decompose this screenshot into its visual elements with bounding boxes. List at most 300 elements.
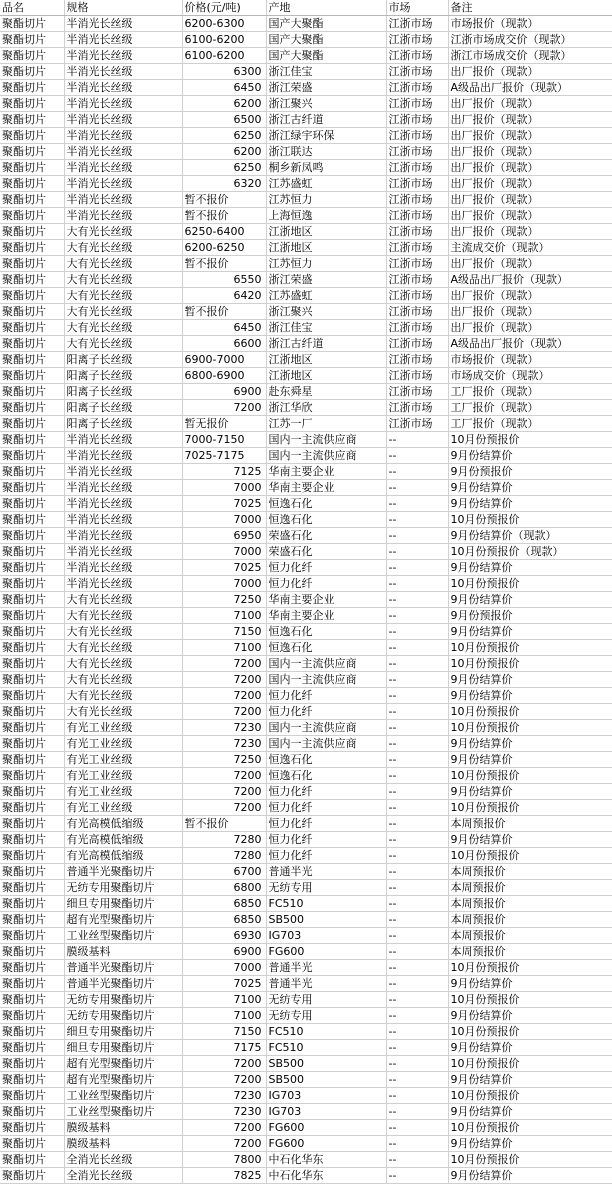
spec-cell: 大有光长丝级 bbox=[64, 224, 182, 240]
price-cell: 6800 bbox=[182, 880, 266, 896]
product-cell: 聚酯切片 bbox=[0, 576, 64, 592]
spec-cell: 全消光长丝级 bbox=[64, 1152, 182, 1168]
price-cell: 暂不报价 bbox=[182, 256, 266, 272]
remark-cell: 工厂报价（现款） bbox=[448, 400, 612, 416]
origin-cell: 恒力化纤 bbox=[266, 688, 386, 704]
origin-cell: 国内一主流供应商 bbox=[266, 448, 386, 464]
price-cell: 7000 bbox=[182, 576, 266, 592]
price-cell: 6300 bbox=[182, 64, 266, 80]
origin-cell: 国内一主流供应商 bbox=[266, 720, 386, 736]
remark-cell: 出厂报价（现款） bbox=[448, 304, 612, 320]
remark-cell: 本周预报价 bbox=[448, 912, 612, 928]
product-cell: 聚酯切片 bbox=[0, 960, 64, 976]
price-cell: 7025 bbox=[182, 496, 266, 512]
spec-cell: 半消光长丝级 bbox=[64, 112, 182, 128]
spec-cell: 半消光长丝级 bbox=[64, 160, 182, 176]
price-cell: 7800 bbox=[182, 1152, 266, 1168]
spec-cell: 普通半光聚酯切片 bbox=[64, 976, 182, 992]
spec-cell: 有光高模低缩级 bbox=[64, 848, 182, 864]
market-cell: 江浙市场 bbox=[386, 288, 448, 304]
origin-cell: 荣盛石化 bbox=[266, 528, 386, 544]
price-cell: 6850 bbox=[182, 896, 266, 912]
spec-cell: 大有光长丝级 bbox=[64, 656, 182, 672]
price-cell: 7150 bbox=[182, 624, 266, 640]
price-cell: 7200 bbox=[182, 1120, 266, 1136]
table-row bbox=[0, 688, 612, 704]
spec-cell: 阳离子长丝级 bbox=[64, 368, 182, 384]
product-cell: 聚酯切片 bbox=[0, 1168, 64, 1184]
table-row bbox=[0, 224, 612, 240]
origin-cell: 恒力化纤 bbox=[266, 704, 386, 720]
origin-cell: 江浙地区 bbox=[266, 240, 386, 256]
origin-cell: 恒力化纤 bbox=[266, 784, 386, 800]
origin-cell: 中石化华东 bbox=[266, 1168, 386, 1184]
price-cell: 7000 bbox=[182, 960, 266, 976]
price-cell: 7100 bbox=[182, 640, 266, 656]
origin-cell: 浙江佳宝 bbox=[266, 320, 386, 336]
price-cell: 7150 bbox=[182, 1024, 266, 1040]
market-cell: 江浙市场 bbox=[386, 64, 448, 80]
price-cell: 6250 bbox=[182, 128, 266, 144]
market-cell: -- bbox=[386, 1056, 448, 1072]
product-cell: 聚酯切片 bbox=[0, 752, 64, 768]
market-cell: -- bbox=[386, 880, 448, 896]
origin-cell: 国产大聚酯 bbox=[266, 16, 386, 32]
remark-cell: 市场成交价（现款） bbox=[448, 368, 612, 384]
price-cell: 6420 bbox=[182, 288, 266, 304]
spec-cell: 大有光长丝级 bbox=[64, 672, 182, 688]
product-cell: 聚酯切片 bbox=[0, 192, 64, 208]
table-row bbox=[0, 448, 612, 464]
spec-cell: 大有光长丝级 bbox=[64, 336, 182, 352]
origin-cell: 上海恒逸 bbox=[266, 208, 386, 224]
spec-cell: 半消光长丝级 bbox=[64, 192, 182, 208]
spec-cell: 阳离子长丝级 bbox=[64, 400, 182, 416]
market-cell: -- bbox=[386, 1168, 448, 1184]
spec-cell: 普通半光聚酯切片 bbox=[64, 960, 182, 976]
spec-cell: 大有光长丝级 bbox=[64, 272, 182, 288]
origin-cell: 恒力化纤 bbox=[266, 832, 386, 848]
origin-cell: FG600 bbox=[266, 944, 386, 960]
price-cell: 6250 bbox=[182, 160, 266, 176]
spec-cell: 大有光长丝级 bbox=[64, 592, 182, 608]
product-cell: 聚酯切片 bbox=[0, 832, 64, 848]
table-row bbox=[0, 944, 612, 960]
price-cell: 7125 bbox=[182, 464, 266, 480]
table-row bbox=[0, 144, 612, 160]
table-row bbox=[0, 48, 612, 64]
remark-cell: 出厂报价（现款） bbox=[448, 112, 612, 128]
remark-cell: 10月份预报价 bbox=[448, 1152, 612, 1168]
origin-cell: FC510 bbox=[266, 1024, 386, 1040]
origin-cell: 浙江古纤道 bbox=[266, 336, 386, 352]
spec-cell: 大有光长丝级 bbox=[64, 688, 182, 704]
price-cell: 7000 bbox=[182, 480, 266, 496]
spec-cell: 半消光长丝级 bbox=[64, 32, 182, 48]
remark-cell: 本周预报价 bbox=[448, 880, 612, 896]
origin-cell: 江浙地区 bbox=[266, 368, 386, 384]
spec-cell: 大有光长丝级 bbox=[64, 640, 182, 656]
product-cell: 聚酯切片 bbox=[0, 784, 64, 800]
price-cell: 6250-6400 bbox=[182, 224, 266, 240]
product-cell: 聚酯切片 bbox=[0, 96, 64, 112]
product-cell: 聚酯切片 bbox=[0, 800, 64, 816]
origin-cell: 浙江古纤道 bbox=[266, 112, 386, 128]
price-cell: 6100-6200 bbox=[182, 48, 266, 64]
remark-cell: 工厂报价（现款） bbox=[448, 416, 612, 432]
market-cell: 江浙市场 bbox=[386, 304, 448, 320]
product-cell: 聚酯切片 bbox=[0, 672, 64, 688]
spec-cell: 半消光长丝级 bbox=[64, 128, 182, 144]
price-cell: 7200 bbox=[182, 704, 266, 720]
spec-cell: 半消光长丝级 bbox=[64, 496, 182, 512]
table-row bbox=[0, 656, 612, 672]
spec-cell: 全消光长丝级 bbox=[64, 1168, 182, 1184]
table-row bbox=[0, 1168, 612, 1184]
origin-cell: 无纺专用 bbox=[266, 992, 386, 1008]
price-cell: 6900 bbox=[182, 384, 266, 400]
spec-cell: 半消光长丝级 bbox=[64, 432, 182, 448]
col-header-remark: 备注 bbox=[448, 0, 612, 16]
product-cell: 聚酯切片 bbox=[0, 592, 64, 608]
market-cell: -- bbox=[386, 800, 448, 816]
product-cell: 聚酯切片 bbox=[0, 128, 64, 144]
product-cell: 聚酯切片 bbox=[0, 1008, 64, 1024]
market-cell: 江浙市场 bbox=[386, 384, 448, 400]
spec-cell: 半消光长丝级 bbox=[64, 528, 182, 544]
market-cell: -- bbox=[386, 1040, 448, 1056]
market-cell: 江浙市场 bbox=[386, 160, 448, 176]
spec-cell: 阳离子长丝级 bbox=[64, 416, 182, 432]
price-cell: 7200 bbox=[182, 688, 266, 704]
remark-cell: 10月份预报价 bbox=[448, 432, 612, 448]
product-cell: 聚酯切片 bbox=[0, 1056, 64, 1072]
product-cell: 聚酯切片 bbox=[0, 944, 64, 960]
spec-cell: 大有光长丝级 bbox=[64, 320, 182, 336]
product-cell: 聚酯切片 bbox=[0, 1120, 64, 1136]
market-cell: -- bbox=[386, 992, 448, 1008]
table-row bbox=[0, 720, 612, 736]
table-row bbox=[0, 768, 612, 784]
remark-cell: 出厂报价（现款） bbox=[448, 160, 612, 176]
table-row bbox=[0, 848, 612, 864]
remark-cell: 10月份预报价 bbox=[448, 704, 612, 720]
table-row bbox=[0, 512, 612, 528]
remark-cell: 出厂报价（现款） bbox=[448, 96, 612, 112]
table-row bbox=[0, 1056, 612, 1072]
market-cell: -- bbox=[386, 448, 448, 464]
price-cell: 6850 bbox=[182, 912, 266, 928]
product-cell: 聚酯切片 bbox=[0, 464, 64, 480]
spec-cell: 有光工业丝级 bbox=[64, 720, 182, 736]
price-cell: 7230 bbox=[182, 736, 266, 752]
spec-cell: 半消光长丝级 bbox=[64, 208, 182, 224]
product-cell: 聚酯切片 bbox=[0, 896, 64, 912]
spec-cell: 有光工业丝级 bbox=[64, 736, 182, 752]
origin-cell: 普通半光 bbox=[266, 864, 386, 880]
spec-cell: 细旦专用聚酯切片 bbox=[64, 896, 182, 912]
product-cell: 聚酯切片 bbox=[0, 544, 64, 560]
spec-cell: 无纺专用聚酯切片 bbox=[64, 880, 182, 896]
table-row bbox=[0, 288, 612, 304]
remark-cell: 出厂报价（现款） bbox=[448, 128, 612, 144]
table-row bbox=[0, 1104, 612, 1120]
market-cell: -- bbox=[386, 1136, 448, 1152]
remark-cell: 9月份结算价 bbox=[448, 496, 612, 512]
origin-cell: 荣盛石化 bbox=[266, 544, 386, 560]
market-cell: 江浙市场 bbox=[386, 400, 448, 416]
origin-cell: 国内一主流供应商 bbox=[266, 672, 386, 688]
table-row bbox=[0, 912, 612, 928]
origin-cell: 恒力化纤 bbox=[266, 816, 386, 832]
product-cell: 聚酯切片 bbox=[0, 480, 64, 496]
market-cell: -- bbox=[386, 464, 448, 480]
market-cell: 江浙市场 bbox=[386, 320, 448, 336]
price-cell: 暂无报价 bbox=[182, 416, 266, 432]
product-cell: 聚酯切片 bbox=[0, 816, 64, 832]
col-header-spec: 规格 bbox=[64, 0, 182, 16]
spec-cell: 有光工业丝级 bbox=[64, 752, 182, 768]
spec-cell: 半消光长丝级 bbox=[64, 512, 182, 528]
remark-cell: 9月份结算价 bbox=[448, 784, 612, 800]
price-cell: 7175 bbox=[182, 1040, 266, 1056]
table-row bbox=[0, 208, 612, 224]
product-cell: 聚酯切片 bbox=[0, 848, 64, 864]
origin-cell: FG600 bbox=[266, 1136, 386, 1152]
remark-cell: 9月份结算价 bbox=[448, 1136, 612, 1152]
market-cell: 江浙市场 bbox=[386, 80, 448, 96]
table-row bbox=[0, 608, 612, 624]
market-cell: -- bbox=[386, 784, 448, 800]
price-cell: 7230 bbox=[182, 1088, 266, 1104]
origin-cell: 无纺专用 bbox=[266, 880, 386, 896]
origin-cell: IG703 bbox=[266, 1104, 386, 1120]
table-row bbox=[0, 992, 612, 1008]
origin-cell: 浙江聚兴 bbox=[266, 96, 386, 112]
spec-cell: 细旦专用聚酯切片 bbox=[64, 1040, 182, 1056]
market-cell: -- bbox=[386, 608, 448, 624]
table-row bbox=[0, 240, 612, 256]
remark-cell: 出厂报价（现款） bbox=[448, 64, 612, 80]
table-row bbox=[0, 320, 612, 336]
table-row bbox=[0, 304, 612, 320]
product-cell: 聚酯切片 bbox=[0, 720, 64, 736]
market-cell: -- bbox=[386, 592, 448, 608]
origin-cell: 恒力化纤 bbox=[266, 848, 386, 864]
origin-cell: 恒逸石化 bbox=[266, 752, 386, 768]
product-cell: 聚酯切片 bbox=[0, 640, 64, 656]
remark-cell: 9月份结算价 bbox=[448, 752, 612, 768]
market-cell: -- bbox=[386, 976, 448, 992]
market-cell: -- bbox=[386, 832, 448, 848]
origin-cell: 浙江联达 bbox=[266, 144, 386, 160]
origin-cell: 江浙地区 bbox=[266, 352, 386, 368]
origin-cell: 国内一主流供应商 bbox=[266, 656, 386, 672]
spec-cell: 超有光型聚酯切片 bbox=[64, 1056, 182, 1072]
table-row bbox=[0, 384, 612, 400]
remark-cell: 10月份预报价 bbox=[448, 656, 612, 672]
origin-cell: 江苏盛虹 bbox=[266, 176, 386, 192]
price-cell: 7200 bbox=[182, 768, 266, 784]
table-row bbox=[0, 176, 612, 192]
market-cell: -- bbox=[386, 1104, 448, 1120]
origin-cell: 普通半光 bbox=[266, 960, 386, 976]
price-cell: 7000 bbox=[182, 544, 266, 560]
market-cell: -- bbox=[386, 480, 448, 496]
product-cell: 聚酯切片 bbox=[0, 176, 64, 192]
remark-cell: 10月份预报价 bbox=[448, 576, 612, 592]
spec-cell: 阳离子长丝级 bbox=[64, 384, 182, 400]
price-cell: 7280 bbox=[182, 832, 266, 848]
market-cell: -- bbox=[386, 864, 448, 880]
spec-cell: 阳离子长丝级 bbox=[64, 352, 182, 368]
product-cell: 聚酯切片 bbox=[0, 1088, 64, 1104]
price-cell: 7280 bbox=[182, 848, 266, 864]
price-cell: 7825 bbox=[182, 1168, 266, 1184]
table-row bbox=[0, 960, 612, 976]
product-cell: 聚酯切片 bbox=[0, 736, 64, 752]
table-row bbox=[0, 496, 612, 512]
origin-cell: 江苏一厂 bbox=[266, 416, 386, 432]
market-cell: -- bbox=[386, 896, 448, 912]
table-row bbox=[0, 160, 612, 176]
market-cell: -- bbox=[386, 640, 448, 656]
price-cell: 7250 bbox=[182, 752, 266, 768]
market-cell: -- bbox=[386, 496, 448, 512]
spec-cell: 半消光长丝级 bbox=[64, 16, 182, 32]
product-cell: 聚酯切片 bbox=[0, 608, 64, 624]
remark-cell: 10月份预报价 bbox=[448, 1088, 612, 1104]
spec-cell: 工业丝型聚酯切片 bbox=[64, 1104, 182, 1120]
product-cell: 聚酯切片 bbox=[0, 336, 64, 352]
origin-cell: 浙江华欣 bbox=[266, 400, 386, 416]
price-cell: 6700 bbox=[182, 864, 266, 880]
spec-cell: 半消光长丝级 bbox=[64, 96, 182, 112]
price-cell: 6900-7000 bbox=[182, 352, 266, 368]
table-row bbox=[0, 352, 612, 368]
remark-cell: 10月份预报价 bbox=[448, 640, 612, 656]
product-cell: 聚酯切片 bbox=[0, 240, 64, 256]
remark-cell: 9月份结算价 bbox=[448, 448, 612, 464]
table-row bbox=[0, 544, 612, 560]
table-row bbox=[0, 1152, 612, 1168]
price-cell: 6200 bbox=[182, 144, 266, 160]
origin-cell: FG600 bbox=[266, 1120, 386, 1136]
spec-cell: 有光工业丝级 bbox=[64, 768, 182, 784]
remark-cell: 10月份预报价 bbox=[448, 1120, 612, 1136]
origin-cell: 恒逸石化 bbox=[266, 768, 386, 784]
market-cell: 江浙市场 bbox=[386, 272, 448, 288]
origin-cell: 恒逸石化 bbox=[266, 640, 386, 656]
product-cell: 聚酯切片 bbox=[0, 864, 64, 880]
market-cell: -- bbox=[386, 928, 448, 944]
origin-cell: 浙江聚兴 bbox=[266, 304, 386, 320]
price-cell: 7200 bbox=[182, 672, 266, 688]
price-cell: 7025 bbox=[182, 560, 266, 576]
remark-cell: 9月份结算价 bbox=[448, 672, 612, 688]
price-cell: 7200 bbox=[182, 400, 266, 416]
market-cell: -- bbox=[386, 656, 448, 672]
market-cell: 江浙市场 bbox=[386, 336, 448, 352]
remark-cell: 市场报价（现款） bbox=[448, 16, 612, 32]
spec-cell: 有光高模低缩级 bbox=[64, 832, 182, 848]
product-cell: 聚酯切片 bbox=[0, 32, 64, 48]
remark-cell: 10月份预报价 bbox=[448, 768, 612, 784]
origin-cell: 华南主要企业 bbox=[266, 592, 386, 608]
product-cell: 聚酯切片 bbox=[0, 928, 64, 944]
price-cell: 7100 bbox=[182, 992, 266, 1008]
market-cell: 江浙市场 bbox=[386, 224, 448, 240]
price-cell: 6500 bbox=[182, 112, 266, 128]
market-cell: 江浙市场 bbox=[386, 192, 448, 208]
remark-cell: 9月份结算价 bbox=[448, 1072, 612, 1088]
remark-cell: 9月份结算价 bbox=[448, 592, 612, 608]
product-cell: 聚酯切片 bbox=[0, 224, 64, 240]
remark-cell: 本周预报价 bbox=[448, 944, 612, 960]
remark-cell: 10月份预报价 bbox=[448, 512, 612, 528]
market-cell: 江浙市场 bbox=[386, 240, 448, 256]
market-cell: -- bbox=[386, 944, 448, 960]
product-cell: 聚酯切片 bbox=[0, 384, 64, 400]
remark-cell: 本周预报价 bbox=[448, 896, 612, 912]
origin-cell: 国产大聚酯 bbox=[266, 32, 386, 48]
spec-cell: 半消光长丝级 bbox=[64, 544, 182, 560]
market-cell: -- bbox=[386, 512, 448, 528]
spec-cell: 半消光长丝级 bbox=[64, 176, 182, 192]
spec-cell: 超有光型聚酯切片 bbox=[64, 1072, 182, 1088]
remark-cell: A级品出厂报价（现款） bbox=[448, 272, 612, 288]
origin-cell: 恒力化纤 bbox=[266, 560, 386, 576]
table-row bbox=[0, 784, 612, 800]
remark-cell: 9月份结算价 bbox=[448, 1104, 612, 1120]
price-cell: 6900 bbox=[182, 944, 266, 960]
spec-cell: 大有光长丝级 bbox=[64, 304, 182, 320]
price-cell: 7100 bbox=[182, 1008, 266, 1024]
remark-cell: 10月份预报价（现款） bbox=[448, 544, 612, 560]
remark-cell: 出厂报价（现款） bbox=[448, 192, 612, 208]
product-cell: 聚酯切片 bbox=[0, 1104, 64, 1120]
price-cell: 6800-6900 bbox=[182, 368, 266, 384]
remark-cell: 出厂报价（现款） bbox=[448, 176, 612, 192]
market-cell: -- bbox=[386, 1008, 448, 1024]
spec-cell: 半消光长丝级 bbox=[64, 80, 182, 96]
product-cell: 聚酯切片 bbox=[0, 144, 64, 160]
remark-cell: 10月份预报价 bbox=[448, 848, 612, 864]
market-cell: -- bbox=[386, 736, 448, 752]
spec-cell: 半消光长丝级 bbox=[64, 480, 182, 496]
product-cell: 聚酯切片 bbox=[0, 1024, 64, 1040]
product-cell: 聚酯切片 bbox=[0, 880, 64, 896]
product-cell: 聚酯切片 bbox=[0, 1040, 64, 1056]
spec-cell: 半消光长丝级 bbox=[64, 576, 182, 592]
price-cell: 暂不报价 bbox=[182, 192, 266, 208]
product-cell: 聚酯切片 bbox=[0, 160, 64, 176]
product-cell: 聚酯切片 bbox=[0, 656, 64, 672]
table-row bbox=[0, 112, 612, 128]
origin-cell: 浙江佳宝 bbox=[266, 64, 386, 80]
market-cell: 江浙市场 bbox=[386, 32, 448, 48]
price-cell: 7100 bbox=[182, 608, 266, 624]
market-cell: 江浙市场 bbox=[386, 208, 448, 224]
origin-cell: SB500 bbox=[266, 912, 386, 928]
price-cell: 7200 bbox=[182, 784, 266, 800]
product-cell: 聚酯切片 bbox=[0, 688, 64, 704]
col-header-product: 品名 bbox=[0, 0, 64, 16]
remark-cell: 9月份结算价 bbox=[448, 480, 612, 496]
remark-cell: 10月份预报价 bbox=[448, 1056, 612, 1072]
remark-cell: 10月份预报价 bbox=[448, 720, 612, 736]
origin-cell: 浙江绿宇环保 bbox=[266, 128, 386, 144]
